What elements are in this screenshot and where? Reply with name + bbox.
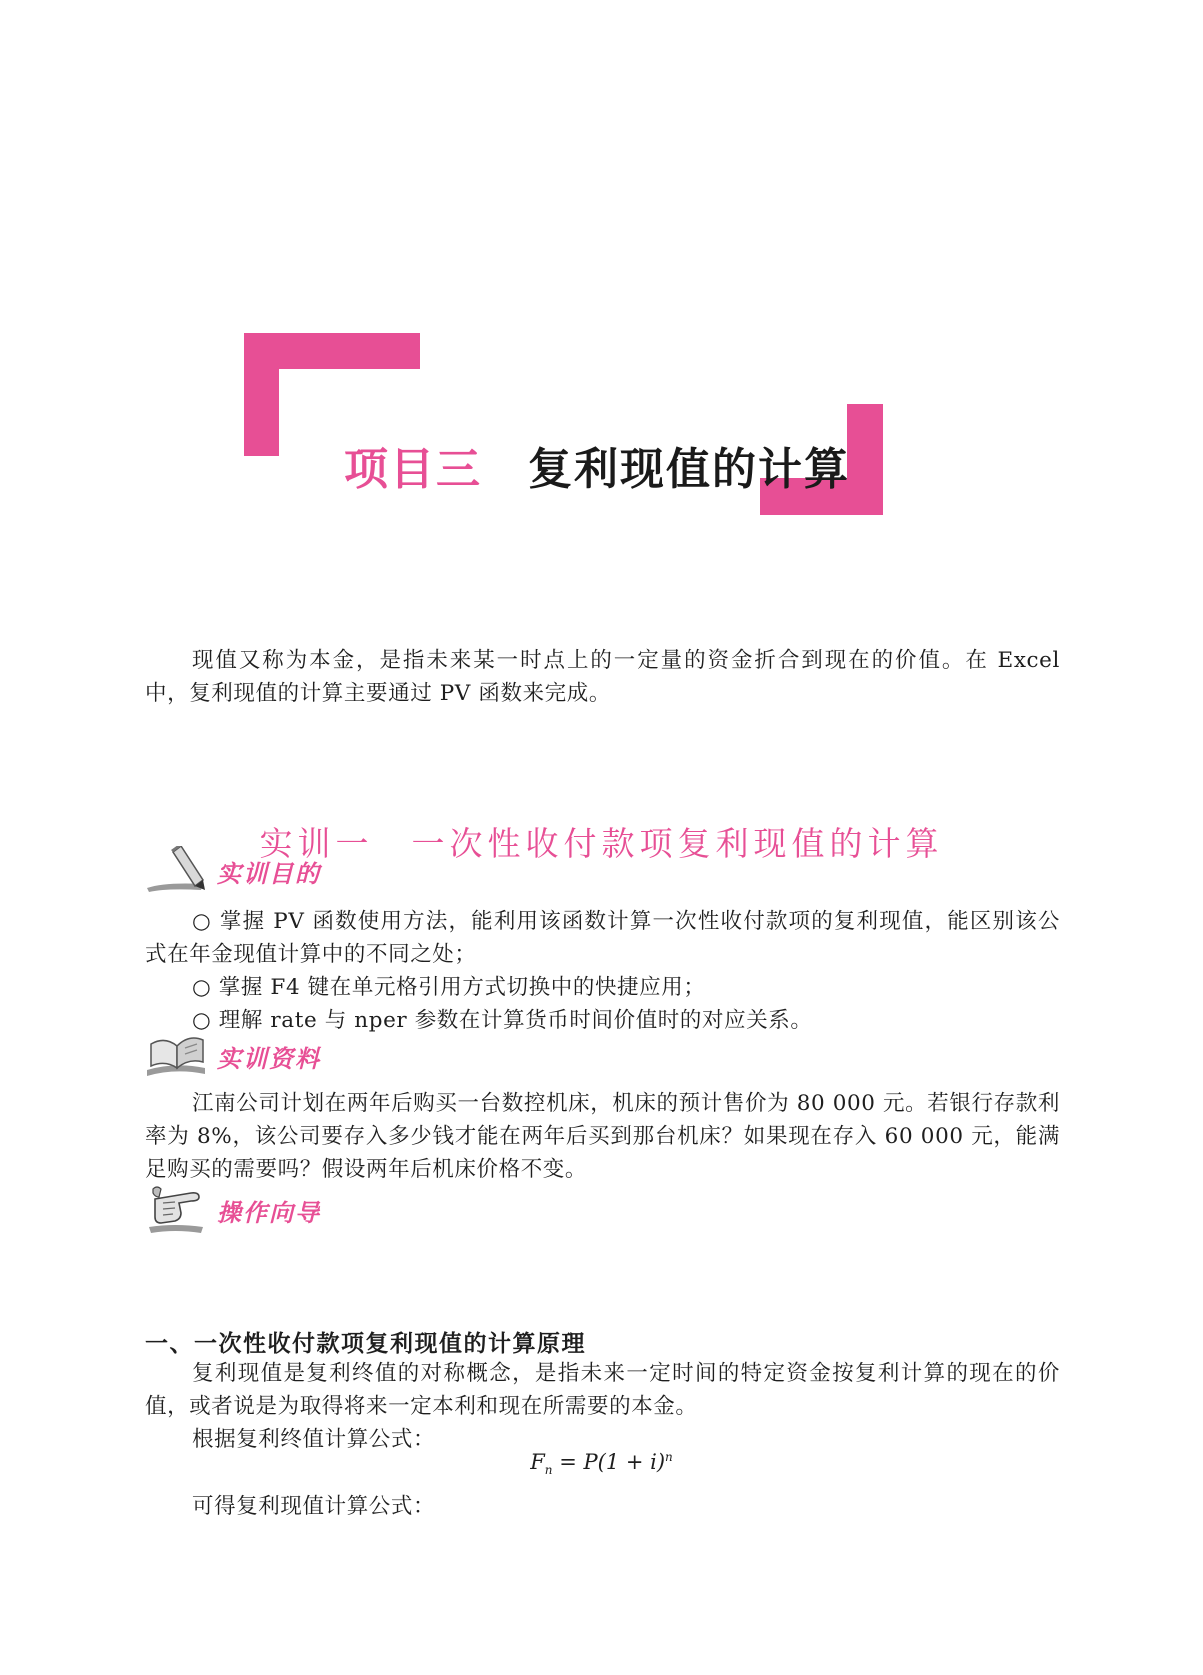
formula-lhs: F xyxy=(530,1450,545,1474)
materials-text: 江南公司计划在两年后购买一台数控机床，机床的预计售价为 80 000 元。若银行存款利率为 8%，该公司要存入多少钱才能在两年后买到那台机床？如果现在存入 60 000 元，能满足购买的需要吗？假设两年后机床价格不变。 xyxy=(145,1091,1060,1182)
list-item: ○ 理解 rate 与 nper 参数在计算货币时间价值时的对应关系。 xyxy=(192,1008,813,1033)
compound-value-formula xyxy=(0,1450,1203,1477)
bracket-top-left-vertical xyxy=(244,333,279,456)
formula-lhs-subscript: n xyxy=(544,1463,553,1478)
chapter-name: 复利现值的计算 xyxy=(528,444,850,495)
formula-rhs: = P(1 + i) xyxy=(559,1450,666,1474)
section-materials-label: 实训资料 xyxy=(217,1045,321,1073)
objectives-list xyxy=(145,905,1060,1037)
after-formula-text: 可得复利现值计算公式： xyxy=(192,1494,436,1519)
pointing-hand-icon xyxy=(145,1183,209,1235)
list-item: ○ 掌握 F4 键在单元格引用方式切换中的快捷应用； xyxy=(192,975,706,1000)
book-icon xyxy=(145,1030,209,1078)
chapter-title xyxy=(344,433,850,497)
section-guide-label: 操作向导 xyxy=(217,1199,321,1227)
intro-text: 现值又称为本金，是指未来某一时点上的一定量的资金折合到现在的价值。在 Excel 中，复利现值的计算主要通过 PV 函数来完成。 xyxy=(145,648,1060,706)
subsection-heading: 一、一次性收付款项复利现值的计算原理 xyxy=(145,1331,586,1357)
chapter-number: 项目三 xyxy=(344,444,482,495)
formula-rhs-superscript: n xyxy=(665,1450,673,1464)
materials-paragraph xyxy=(145,1087,1060,1186)
lesson-title: 实训一 一次性收付款项复利现值的计算 xyxy=(259,824,944,863)
list-item: ○ 掌握 PV 函数使用方法，能利用该函数计算一次性收付款项的复利现值，能区别该公式在年金现值计算中的不同之处； xyxy=(145,909,1060,967)
pencil-icon xyxy=(145,846,209,894)
principle-paragraphs xyxy=(145,1357,1060,1456)
after-formula-paragraph xyxy=(145,1490,1060,1523)
formula-intro-text: 根据复利终值计算公式： xyxy=(192,1427,436,1452)
intro-paragraph xyxy=(145,644,1060,710)
principle-text: 复利现值是复利终值的对称概念，是指未来一定时间的特定资金按复利计算的现在的价值，或者说是为取得将来一定本利和现在所需要的本金。 xyxy=(145,1361,1060,1419)
section-objectives-label: 实训目的 xyxy=(217,860,321,888)
